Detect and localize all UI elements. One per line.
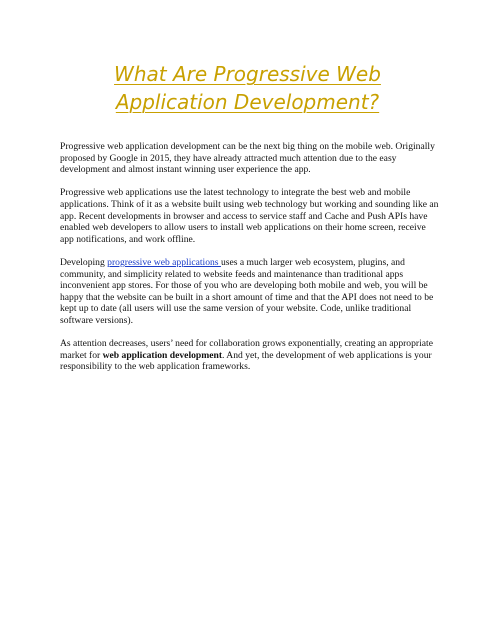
paragraph-4-intro: As attention decreases, users’ need for collaboration grows exponentially, creating an appropriate market for [60,338,433,361]
paragraph-2: Progressive web applications use the latest technology to integrate the best web and mobile applications. Think of it as a website built using web technology but working and sounding like an app. Recent developments in browser and access to service staff and Cache and Push APIs have enabled web developers to allow users to install web applications on their home screen, receive app notifications, and work offline. [60,187,439,245]
paragraph-4 [60,338,440,373]
paragraph-4-rest: . And yet, the development of web applications is your responsibility to the web application frameworks. [60,349,432,373]
progressive-web-applications-link[interactable]: progressive web applications [107,256,221,268]
page-title: What Are Progressive Web Application Development? [114,62,381,114]
web-application-development-emphasis: web application development [102,349,223,361]
paragraph-1: Progressive web application development can be the next big thing on the mobile web. Originally proposed by Google in 2015, they have already attracted much attention due to the easy development and almost instant winning user experience the app. [60,141,435,176]
paragraph-3-intro: Developing [60,256,108,268]
document-body [60,141,440,384]
paragraph-3 [60,257,440,327]
paragraph-3-rest: uses a much larger web ecosystem, plugins, and community, and simplicity related to website feeds and maintenance than traditional apps inconvenient app stores. For those of you who are developing both mobile and web, you will be happy that the website can be built in a short amount of time and that the API does not need to be kept up to date (all users will use the same version of your website. Code, unlike traditional software versions). [60,256,434,326]
